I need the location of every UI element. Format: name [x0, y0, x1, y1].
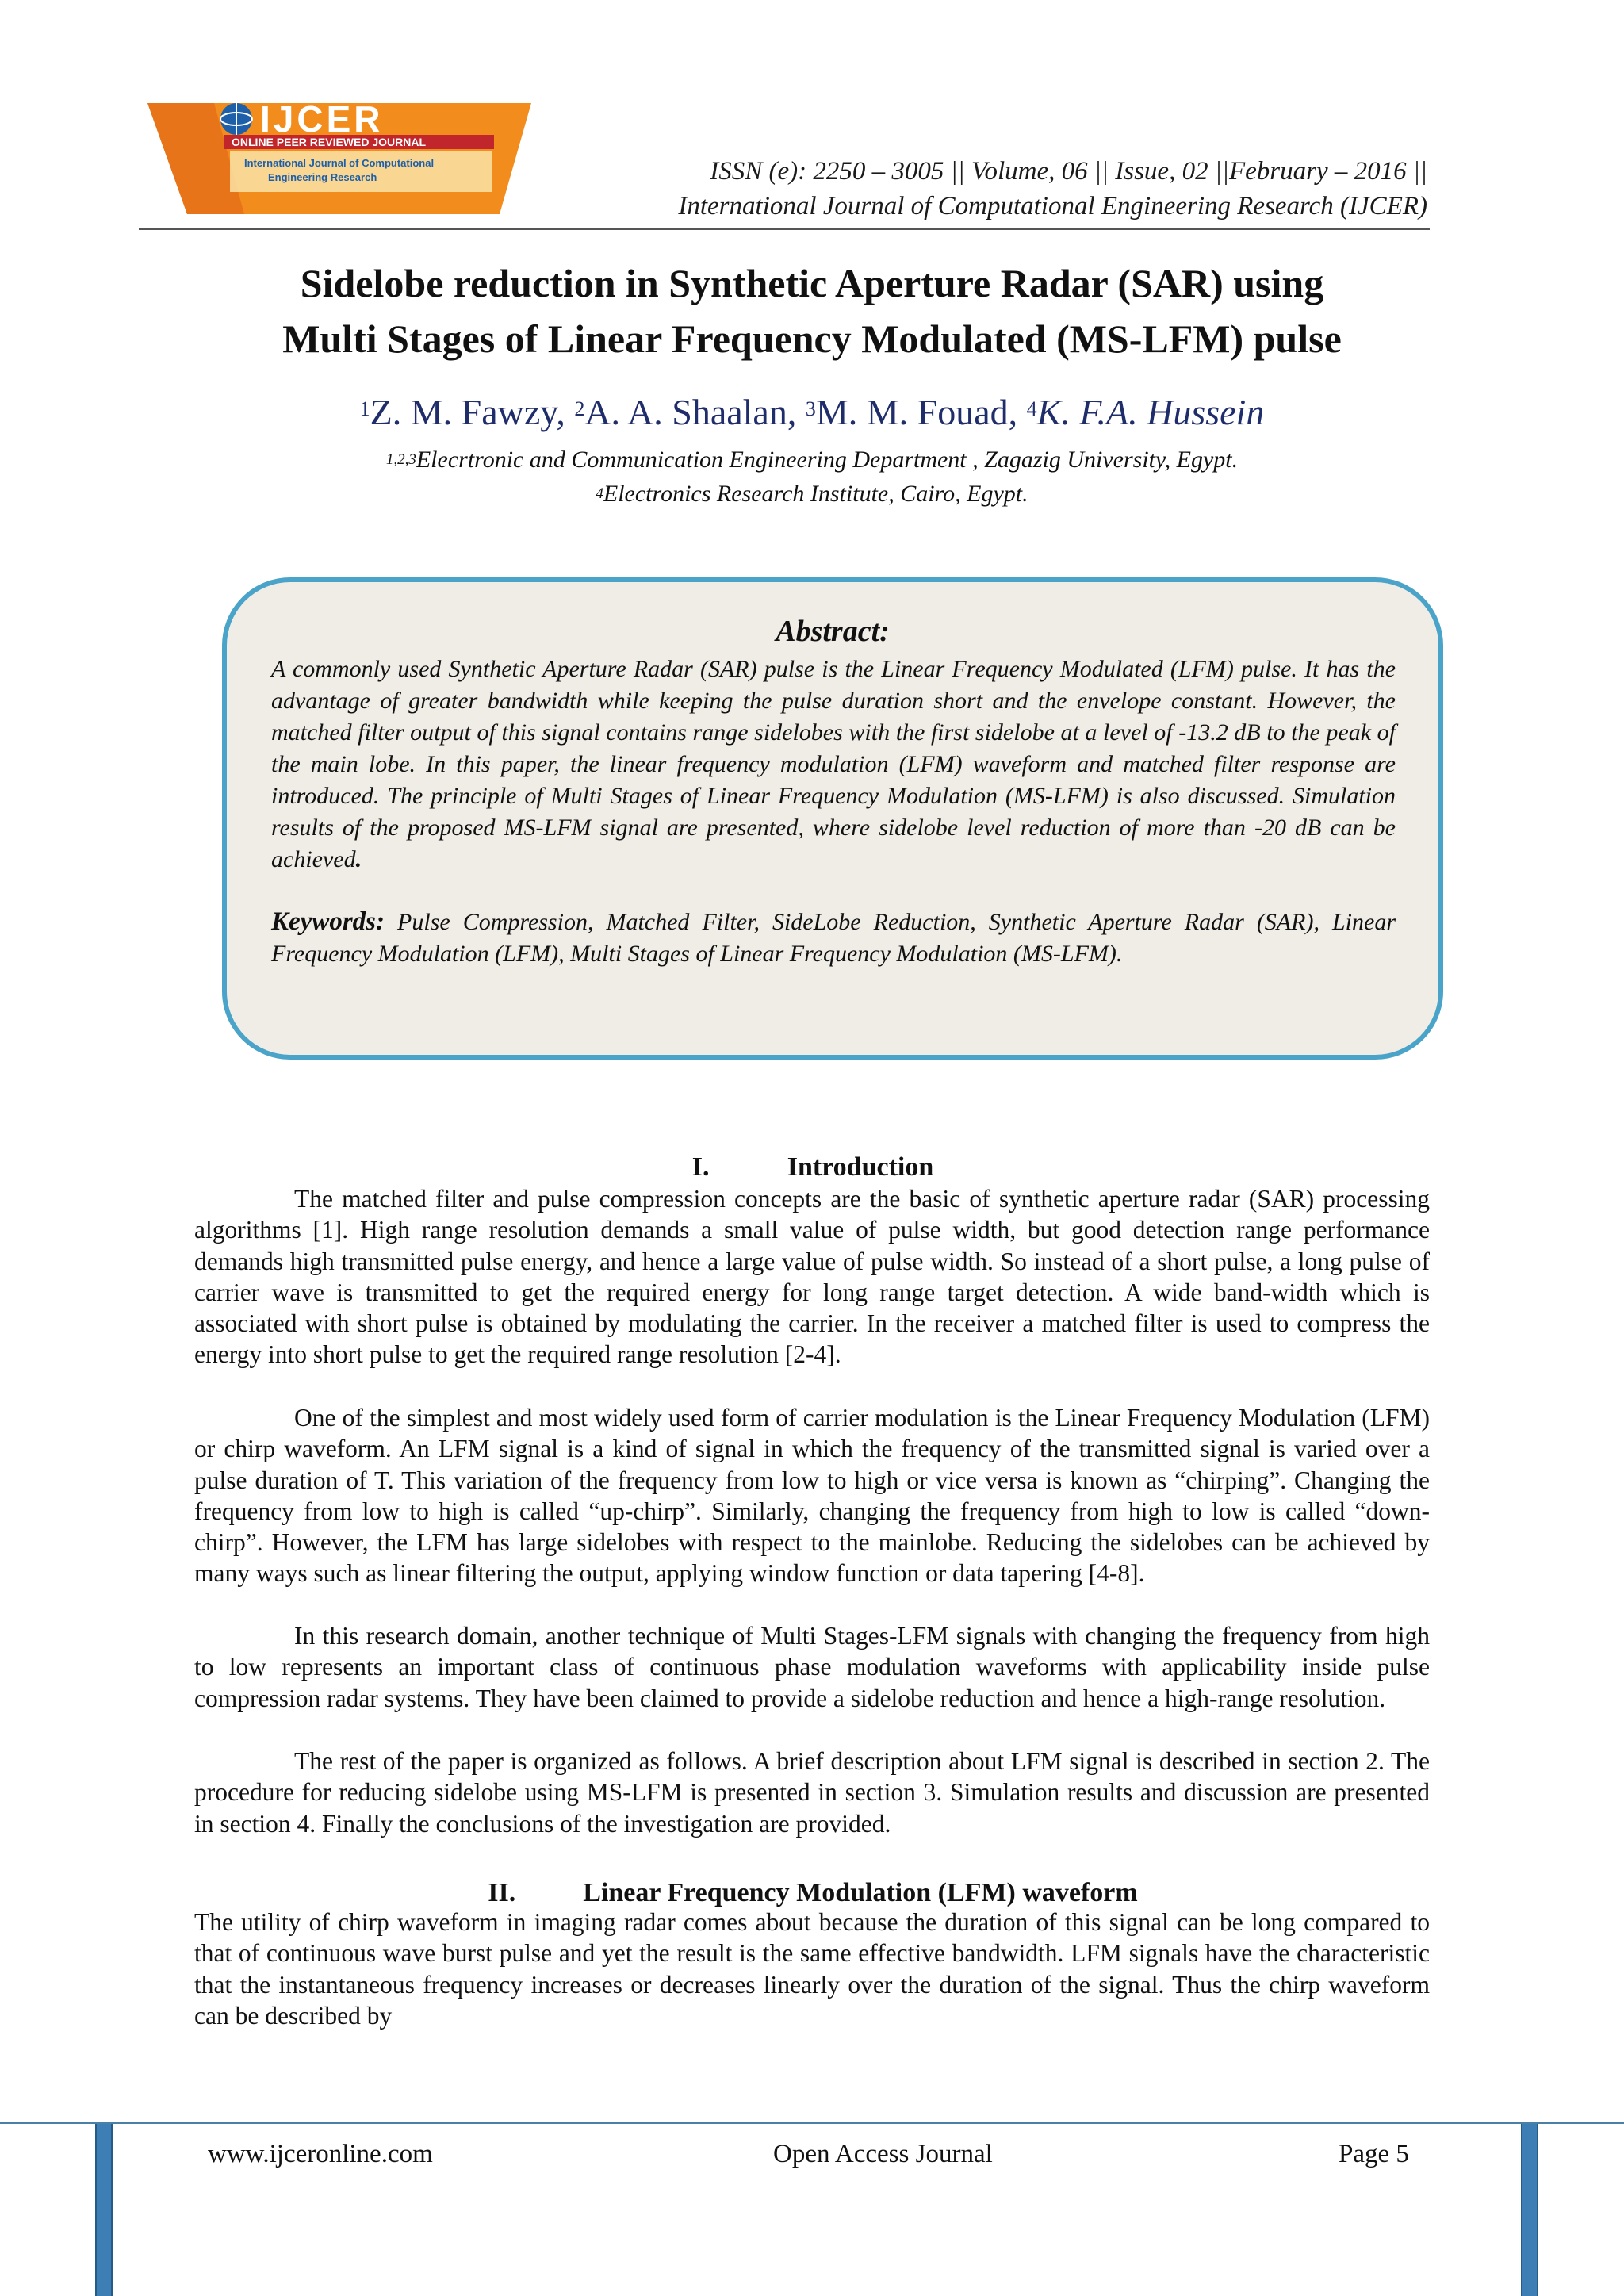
- affiliation-1-text: Elecrtronic and Communication Engineering Department , Zagazig University, Egypt.: [416, 447, 1239, 473]
- lfm-paragraph-1: The utility of chirp waveform in imaging radar comes about because the duration of this signal can be long compared to that of continuous wave burst pulse and yet the result is the same effective bandwidth. LFM signals have the characteristic that the instantaneous frequency increases or decreases linearly over the duration of the signal. Thus the chirp waveform can be described by: [194, 1908, 1430, 2030]
- header-divider: [139, 228, 1430, 230]
- abstract-body: A commonly used Synthetic Aperture Radar (SAR) pulse is the Linear Frequency Modulated (LFM) pulse. It has the advantage of greater bandwidth while keeping the pulse duration short and the envelope constant. However, the matched filter output of this signal contains range sidelobes with the first sidelobe at a level of -13.2 dB to the peak of the main lobe. In this paper, the linear frequency modulation (LFM) waveform and matched filter response are introduced. The principle of Multi Stages of Linear Frequency Modulation (MS-LFM) is also discussed. Simulation results of the proposed MS-LFM signal are presented, where sidelobe level reduction of more than -20 dB can be: [271, 656, 1396, 841]
- journal-header: [476, 154, 1427, 224]
- author-2: A. A. Shaalan,: [584, 392, 806, 432]
- keywords-label: Keywords:: [271, 907, 385, 936]
- abstract-body-end: .: [355, 846, 362, 872]
- section-1-title: Introduction: [787, 1152, 934, 1182]
- abstract-text: [271, 654, 1396, 876]
- author-4-sup: 4: [1026, 397, 1037, 420]
- section-2-number: II.: [488, 1878, 516, 1907]
- author-1-sup: 1: [359, 397, 370, 420]
- author-4: K. F.A. Hussein: [1036, 392, 1265, 432]
- abstract-body-last-word: achieved: [271, 846, 356, 872]
- logo-name: IJCER: [260, 98, 384, 140]
- title-line-2: Multi Stages of Linear Frequency Modulated (MS-LFM) pulse: [282, 316, 1342, 361]
- header-journal-name: International Journal of Computational Engineering Research (IJCER): [678, 192, 1427, 220]
- section-2-heading: [194, 1876, 1431, 1911]
- section-1-number: I.: [691, 1152, 710, 1182]
- affiliation-2-sup: 4: [596, 485, 603, 502]
- footer-page-number: Page 5: [1339, 2140, 1409, 2168]
- footer-divider: [0, 2122, 1624, 2124]
- header-issn-line: ISSN (e): 2250 – 3005 || Volume, 06 || Issue, 02 ||February – 2016 ||: [710, 157, 1427, 186]
- intro-paragraph-4: The rest of the paper is organized as follows. A brief description about LFM signal is described in section 2. The procedure for reducing sidelobe using MS-LFM is presented in section 3. Simulation results and discussion are presented in section 4. Finally the conclusions of the investigation are provided.: [194, 1747, 1430, 1838]
- keywords-list: Pulse Compression, Matched Filter, SideLobe Reduction, Synthetic Aperture Radar (SAR), Linear Frequency Modulation (LFM), Multi Stages of Linear Frequency Modulation (MS-LFM).: [271, 909, 1396, 967]
- keywords: [271, 906, 1396, 970]
- affiliation-2: [127, 478, 1497, 510]
- author-2-sup: 2: [574, 397, 585, 420]
- logo-subtitle-1: International Journal of Computational: [244, 157, 435, 169]
- logo-subtitle-2: Engineering Research: [268, 171, 377, 183]
- section-1-heading: [194, 1150, 1431, 1185]
- footer-left-bar: [95, 2124, 113, 2296]
- intro-paragraph-3: In this research domain, another technique of Multi Stages-LFM signals with changing the frequency from high to low represents an important class of continuous phase modulation waveforms with applicability inside pulse compression radar systems. They have been claimed to provide a sidelobe reduction and hence a high-range resolution.: [194, 1622, 1430, 1712]
- logo-tagline: ONLINE PEER REVIEWED JOURNAL: [232, 136, 427, 148]
- author-1: Z. M. Fawzy,: [370, 392, 575, 432]
- intro-paragraph-2: One of the simplest and most widely used form of carrier modulation is the Linear Frequency Modulation (LFM) or chirp waveform. An LFM signal is a kind of signal in which the frequency of the transmitted signal is varied over a pulse duration of T. This variation of the frequency from low to high or vice versa is known as “chirping”. Changing the frequency from low to high is called “up-chirp”. Similarly, changing the frequency from high to low is called “down-chirp”. However, the LFM has large sidelobes with respect to the mainlobe. Reducing the sidelobes can be achieved by many ways such as linear filtering the output, applying window function or data tapering [4-8].: [194, 1404, 1430, 1588]
- footer-right-bar: [1521, 2124, 1538, 2296]
- affiliation-2-text: Electronics Research Institute, Cairo, Egypt.: [603, 481, 1028, 507]
- abstract-heading: Abstract:: [776, 615, 890, 648]
- author-3: M. M. Fouad,: [815, 392, 1027, 432]
- affiliation-1: [127, 444, 1497, 476]
- paper-title: [127, 255, 1497, 366]
- footer-website: www.ijceronline.com: [208, 2140, 433, 2168]
- abstract-box: [222, 577, 1443, 1060]
- intro-paragraph-1: The matched filter and pulse compression concepts are the basic of synthetic aperture radar (SAR) processing algorithms [1]. High range resolution demands a small value of pulse width, but good detection range performance demands high transmitted pulse energy, and hence a large value of pulse width. So instead of a short pulse, a long pulse of carrier wave is transmitted to get the required energy for long range target detection. A wide band-width which is associated with short pulse is obtained by modulating the carrier. In the receiver a matched filter is used to compress the energy into short pulse to get the required range resolution [2-4].: [194, 1185, 1430, 1369]
- title-line-1: Sidelobe reduction in Synthetic Aperture Radar (SAR) using: [300, 261, 1324, 305]
- author-3-sup: 3: [805, 397, 816, 420]
- authors-line: [127, 389, 1497, 436]
- footer-open-access: Open Access Journal: [773, 2140, 993, 2168]
- affiliation-1-sup: 1,2,3: [385, 451, 416, 468]
- section-2-title: Linear Frequency Modulation (LFM) waveform: [583, 1878, 1138, 1907]
